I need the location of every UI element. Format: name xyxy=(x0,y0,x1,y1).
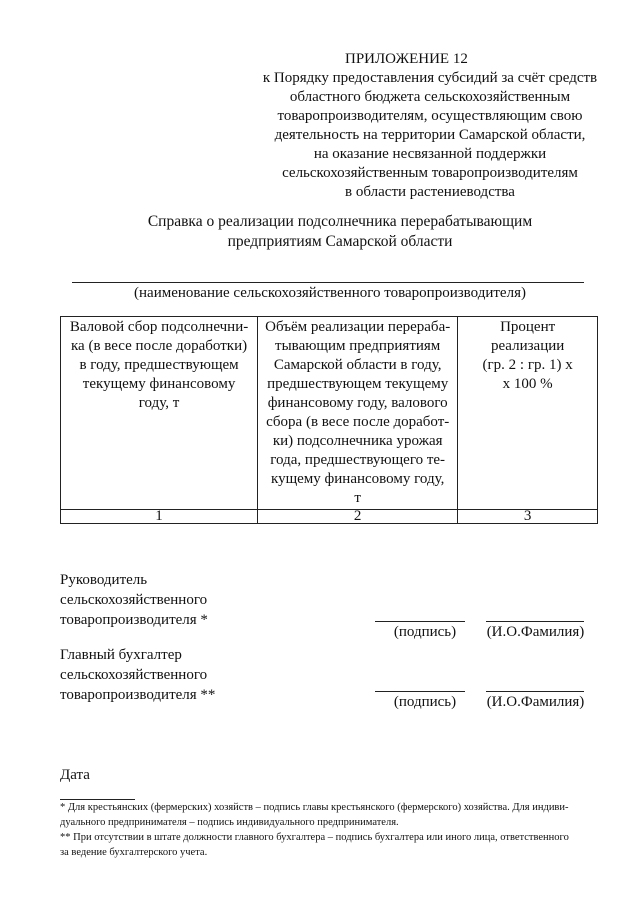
accountant-name-caption: (И.О.Фамилия) xyxy=(486,694,585,710)
footnote-1-line-2: дуального предпринимателя – подпись индивидуального предпринимателя. xyxy=(60,817,399,828)
head-name-caption: (И.О.Фамилия) xyxy=(486,624,585,640)
header-sales-volume: Объём реализации перераба- тывающим предприятиям Самарской области в году, предшествующем текущему финансовому году, валового сбора (в весе после доработ- ки) подсолнечника урожая года, предшествующего те- кущему финансовому году, т xyxy=(258,317,458,510)
column-number-3: 3 xyxy=(458,510,598,524)
document-title-line-2: предприятиям Самарской области xyxy=(227,233,453,250)
head-name-line xyxy=(486,621,584,622)
footnote-2-line-1: ** При отсутствии в штате должности главного бухгалтера – подпись бухгалтера или иного лица, ответственного xyxy=(60,832,569,843)
head-signature-line xyxy=(375,621,465,622)
appendix-line-4: деятельность на территории Самарской области, xyxy=(274,127,586,143)
organization-name-line xyxy=(72,282,584,283)
appendix-line-2: областного бюджета сельскохозяйственным xyxy=(289,89,571,105)
accountant-signature-line xyxy=(375,691,465,692)
accountant-label: Главный бухгалтер сельскохозяйственного товаропроизводителя ** xyxy=(60,647,216,703)
appendix-line-5: на оказание несвязанной поддержки xyxy=(313,146,547,162)
column-number-1: 1 xyxy=(61,510,258,524)
header-gross-harvest: Валовой сбор подсолнечни- ка (в весе после доработки) в году, предшествующем текущему финансовому году, т xyxy=(61,317,258,510)
footnote-1-line-1: * Для крестьянских (фермерских) хозяйств – подпись главы крестьянского (фермерского) хозяйства. Для индиви- xyxy=(60,802,569,813)
organization-name-caption: (наименование сельскохозяйственного товаропроизводителя) xyxy=(134,285,526,301)
document-title-line-1: Справка о реализации подсолнечника перерабатывающим xyxy=(147,213,533,230)
column-number-row xyxy=(61,510,598,524)
appendix-header xyxy=(250,50,610,202)
date-label: Дата xyxy=(60,767,90,783)
column-number-2: 2 xyxy=(258,510,458,524)
sales-table xyxy=(60,316,598,524)
footnote-2-line-2: за ведение бухгалтерского учета. xyxy=(60,847,208,858)
appendix-line-3: товаропроизводителям, осуществляющим свою xyxy=(277,108,583,124)
appendix-line-6: сельскохозяйственным товаропроизводителям xyxy=(282,165,578,181)
footnotes xyxy=(60,800,605,860)
header-sales-percent: Процент реализации (гр. 2 : гр. 1) х х 100 % xyxy=(458,317,598,510)
accountant-name-line xyxy=(486,691,584,692)
table-header-row xyxy=(61,317,598,510)
head-label: Руководитель сельскохозяйственного товаропроизводителя * xyxy=(60,572,208,628)
appendix-line-1: к Порядку предоставления субсидий за счёт средств xyxy=(262,70,598,86)
appendix-title: ПРИЛОЖЕНИЕ 12 xyxy=(345,51,468,67)
appendix-line-7: в области растениеводства xyxy=(345,184,515,200)
accountant-signature-caption: (подпись) xyxy=(393,694,457,710)
document-title xyxy=(60,212,620,252)
head-signature-caption: (подпись) xyxy=(393,624,457,640)
